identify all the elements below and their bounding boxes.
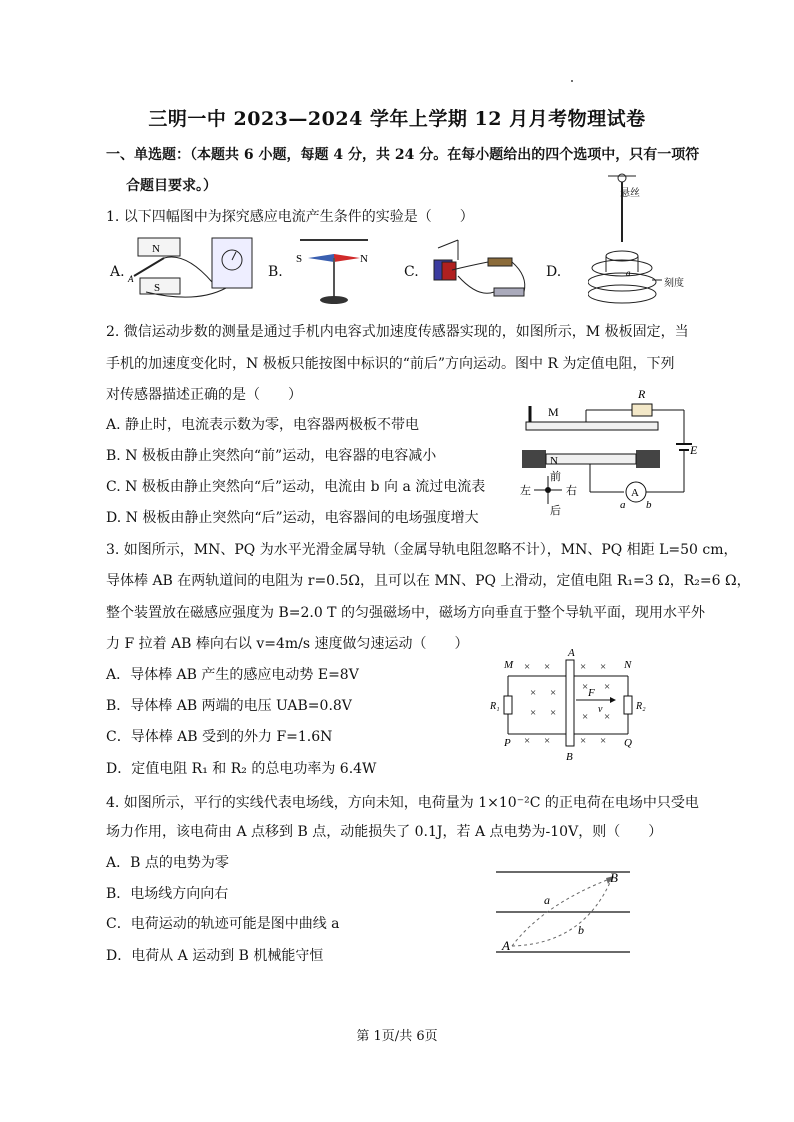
q2-option-d: D. N 极板由静止突然向“后”运动，电容器间的电场强度增大 xyxy=(106,510,479,526)
q3-stem-1: 3. 如图所示，MN、PQ 为水平光滑金属导轨（金属导轨电阻忽略不计），MN、PQ 相距 L=50 cm， xyxy=(106,542,738,558)
q3-rail-figure xyxy=(486,646,656,764)
svg-text:×: × xyxy=(580,661,587,673)
svg-text:×: × xyxy=(524,661,531,673)
q2-fig-n: N xyxy=(550,455,558,467)
svg-text:Q: Q xyxy=(624,737,632,749)
svg-text:P: P xyxy=(504,737,511,749)
q2-fig-m: M xyxy=(548,405,559,419)
svg-text:×: × xyxy=(530,687,537,699)
svg-text:N: N xyxy=(624,659,632,671)
q4-option-a: A．B 点的电势为零 xyxy=(106,855,229,871)
page-title: 三明一中 2023—2024 学年上学期 12 月月考物理试卷 xyxy=(148,108,646,130)
q3-stem-4: 力 F 拉着 AB 棒向右以 v=4m/s 速度做匀速运动（ ） xyxy=(106,636,469,652)
svg-text:v: v xyxy=(598,704,603,715)
q1-label-c: C. xyxy=(404,264,419,280)
svg-text:×: × xyxy=(544,735,551,747)
svg-text:a: a xyxy=(544,893,550,907)
q2-fig-front: 前 xyxy=(550,471,561,483)
svg-text:S: S xyxy=(296,253,303,265)
q2-fig-right: 右 xyxy=(566,485,577,497)
svg-text:×: × xyxy=(530,707,537,719)
svg-text:×: × xyxy=(600,735,607,747)
svg-text:×: × xyxy=(582,711,589,723)
q4-field-figure xyxy=(494,864,634,960)
q2-fig-e: E xyxy=(690,443,698,457)
svg-text:×: × xyxy=(550,707,557,719)
svg-text:B: B xyxy=(566,751,573,763)
section-heading-cont: 合题目要求。） xyxy=(126,178,217,194)
q4-stem-1: 4. 如图所示，平行的实线代表电场线，方向未知，电荷量为 1×10⁻²C 的正电荷在电场中只受电 xyxy=(106,795,699,811)
svg-text:×: × xyxy=(550,687,557,699)
q2-fig-back: 后 xyxy=(550,505,561,517)
q3-option-a: A．导体棒 AB 产生的感应电动势 E=8V xyxy=(106,667,359,683)
svg-text:A: A xyxy=(568,647,575,659)
svg-text:F: F xyxy=(588,687,595,699)
svg-text:R₂: R₂ xyxy=(636,701,646,712)
svg-text:×: × xyxy=(580,735,587,747)
q1-figure-c xyxy=(428,236,538,304)
q2-option-c: C. N 极板由静止突然向“后”运动，电流由 b 向 a 流过电流表 xyxy=(106,479,486,495)
q3-option-c: C．导体棒 AB 受到的外力 F=1.6N xyxy=(106,729,333,745)
q1-figure-b xyxy=(294,234,374,310)
q4-option-d: D．电荷从 A 运动到 B 机械能守恒 xyxy=(106,948,324,964)
svg-text:R₁: R₁ xyxy=(490,701,500,712)
q2-fig-ammeter: A xyxy=(631,487,639,499)
q1-label-d: D. xyxy=(546,264,562,280)
svg-text:A: A xyxy=(502,938,510,953)
q2-fig-a: a xyxy=(620,499,626,511)
q1-figd-scale-label: 刻度 xyxy=(664,278,684,289)
q2-option-b: B. N 极板由静止突然向“前”运动，电容器的电容减小 xyxy=(106,448,437,464)
q2-stem-2: 手机的加速度变化时，N 极板只能按图中标识的“前后”方向运动。图中 R 为定值电阻，下列 xyxy=(106,356,675,372)
svg-text:B: B xyxy=(610,870,618,885)
q2-fig-r: R xyxy=(638,387,646,401)
svg-text:×: × xyxy=(604,711,611,723)
svg-text:×: × xyxy=(524,735,531,747)
q2-stem-1: 2. 微信运动步数的测量是通过手机内电容式加速度传感器实现的，如图所示，M 极板固定，当 xyxy=(106,324,689,340)
q4-option-c: C．电荷运动的轨迹可能是图中曲线 a xyxy=(106,916,340,932)
svg-text:×: × xyxy=(604,681,611,693)
svg-text:×: × xyxy=(600,661,607,673)
q2-option-a: A. 静止时，电流表示数为零，电容器两极板不带电 xyxy=(106,417,420,433)
q2-circuit-figure xyxy=(512,386,712,518)
q4-option-b: B．电场线方向向右 xyxy=(106,886,229,902)
q3-option-d: D．定值电阻 R₁ 和 R₂ 的总电功率为 6.4W xyxy=(106,761,377,777)
svg-text:N: N xyxy=(152,243,160,255)
svg-text:b: b xyxy=(578,923,584,937)
q2-fig-b: b xyxy=(646,499,652,511)
q1-label-a: A. xyxy=(110,264,125,280)
section-heading: 一、单选题：（本题共 6 小题，每题 4 分，共 24 分。在每小题给出的四个选项中，只有一项符 xyxy=(106,147,700,163)
svg-text:N: N xyxy=(360,253,368,265)
svg-text:×: × xyxy=(582,681,589,693)
svg-text:×: × xyxy=(544,661,551,673)
q1-figure-a xyxy=(126,232,266,304)
q3-stem-3: 整个装置放在磁感应强度为 B=2.0 T 的匀强磁场中，磁场方向垂直于整个导轨平面，现用水平外 xyxy=(106,605,705,621)
q3-option-b: B．导体棒 AB 两端的电压 UAB=0.8V xyxy=(106,698,352,714)
scan-dot xyxy=(571,80,573,82)
q1-figd-wire-label: 悬丝 xyxy=(620,188,640,199)
q2-stem-3: 对传感器描述正确的是（ ） xyxy=(106,387,302,403)
svg-text:A: A xyxy=(128,274,134,284)
svg-text:M: M xyxy=(504,659,514,671)
page-footer: 第 1页/共 6页 xyxy=(356,1029,438,1044)
svg-text:S: S xyxy=(154,282,161,294)
q3-stem-2: 导体棒 AB 在两轨道间的电阻为 r=0.5Ω，且可以在 MN、PQ 上滑动，定值电阻 R₁=3 Ω，R₂=6 Ω， xyxy=(106,573,751,589)
q2-fig-left: 左 xyxy=(520,485,531,497)
q4-stem-2: 场力作用，该电荷由 A 点移到 B 点，动能损失了 0.1J，若 A 点电势为-10V，则（ ） xyxy=(106,824,663,840)
q1-label-b: B. xyxy=(268,264,283,280)
q1-stem: 1. 以下四幅图中为探究感应电流产生条件的实验是（ ） xyxy=(106,209,474,225)
svg-text:a: a xyxy=(626,268,631,278)
